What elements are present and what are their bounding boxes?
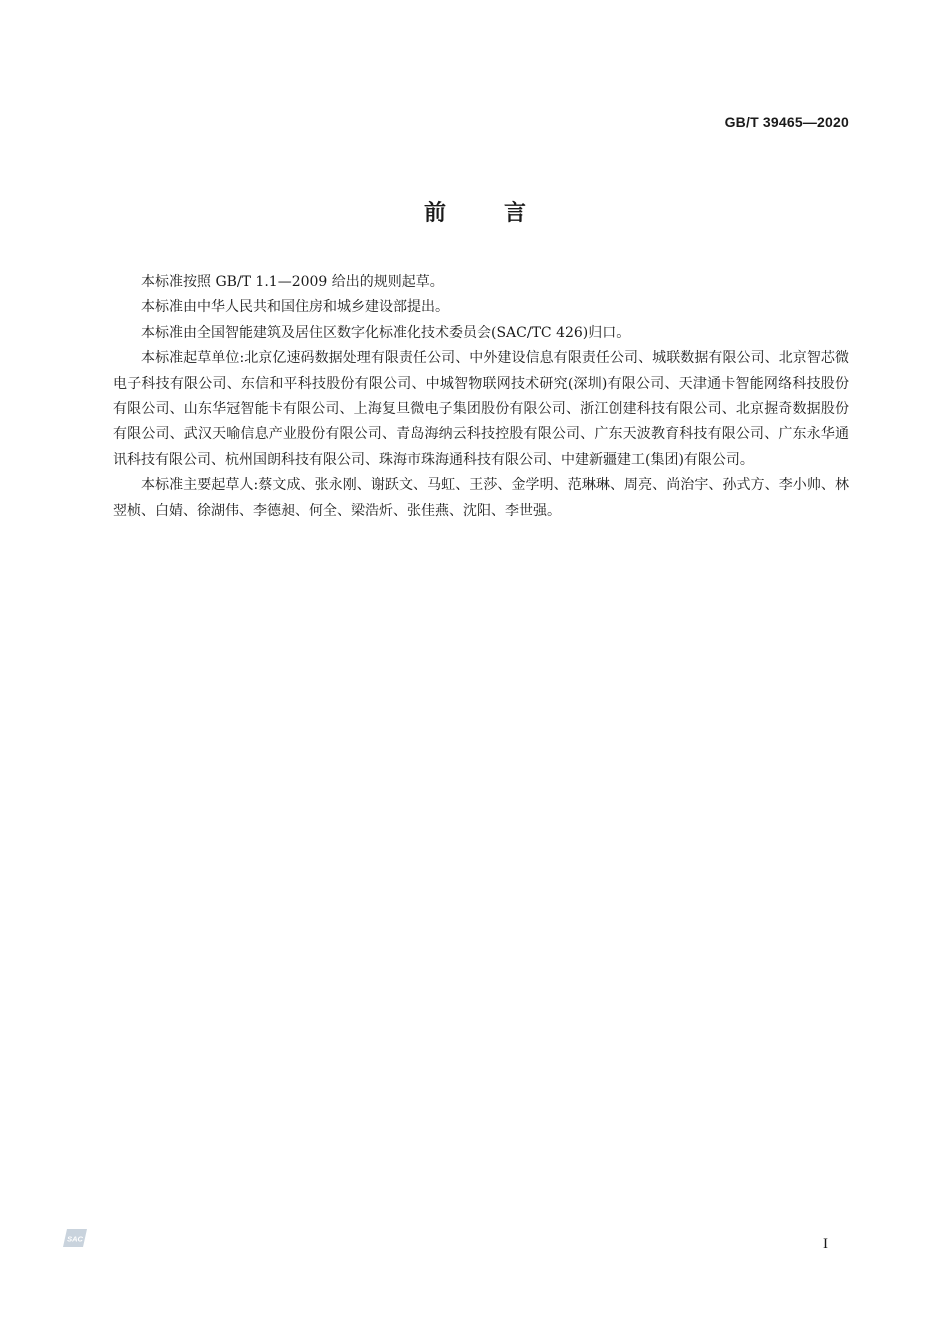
sac-logo [61, 1227, 89, 1249]
paragraph-drafting-rules: 本标准按照 GB/T 1.1—2009 给出的规则起草。 [141, 274, 444, 290]
title-char-1: 前 [423, 201, 446, 226]
sac-logo-text: SAC [67, 1234, 83, 1244]
paragraph-drafting-units: 本标准起草单位:北京亿速码数据处理有限责任公司、中外建设信息有限责任公司、城联数据有限公司、北京智芯微电子科技有限公司、东信和平科技股份有限公司、中城智物联网技术研究(深圳)有限公司、天津通卡智能网络科技股份有限公司、山东华冠智能卡有限公司、上海复旦微电子集团股份有限公司、浙江创建科技有限公司、北京握奇数据股份有限公司、武汉天喻信息产业股份有限公司、青岛海纳云科技控股有限公司、广东天波教育科技有限公司、广东永华通讯科技有限公司、杭州国朗科技有限公司、珠海市珠海通科技有限公司、中建新疆建工(集团)有限公司。 [113, 350, 849, 468]
page-title [0, 196, 950, 227]
paragraph-proposer: 本标准由中华人民共和国住房和城乡建设部提出。 [141, 299, 449, 316]
page-number: I [823, 1236, 828, 1252]
paragraph-drafters: 本标准主要起草人:蔡文成、张永刚、谢跃文、马虹、王莎、金学明、范琳琳、周亮、尚治宇、孙式方、李小帅、林翌桢、白婧、徐湖伟、李德昶、何全、梁浩炘、张佳燕、沈阳、李世强。 [113, 477, 849, 519]
preface-body [113, 270, 849, 524]
standard-code: GB/T 39465—2020 [724, 114, 849, 130]
paragraph-committee: 本标准由全国智能建筑及居住区数字化标准化技术委员会(SAC/TC 426)归口。 [141, 324, 631, 341]
title-char-2: 言 [504, 201, 527, 226]
